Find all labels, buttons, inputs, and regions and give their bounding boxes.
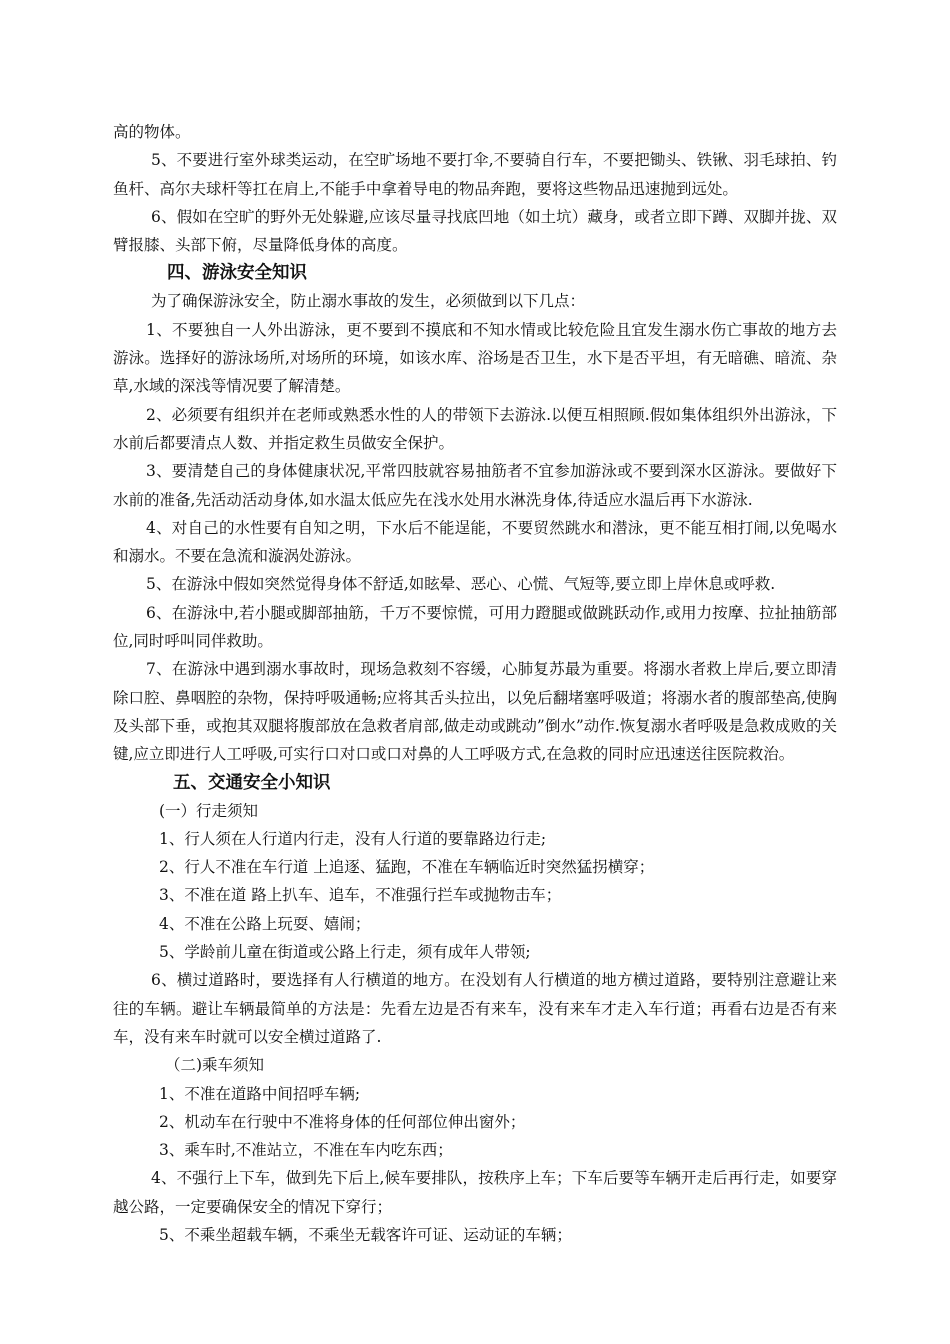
subsection-heading-riding: （二)乘车须知 [165, 1056, 265, 1075]
paragraph: 高的物体。 [113, 123, 191, 141]
paragraph: 7、在游泳中遇到溺水事故时，现场急救刻不容缓，心肺复苏最为重要。将溺水者救上岸后,要立即清除口腔、鼻咽腔的杂物，保持呼吸通畅;应将其舌头拉出，以免后翻堵塞呼吸道；将溺水者的腹部垫高,使胸及头部下垂，或抱其双腿将腹部放在急救者肩部,做走动或跳动”倒水”动作.恢复溺水者呼吸是急救成败的关键,应立即进行人工呼吸,可实行口对口或口对鼻的人工呼吸方式,在急救的同时应迅速送往医院救治。 [113, 660, 837, 764]
paragraph: 4、不强行上下车，做到先下后上,候车要排队，按秩序上车；下车后要等车辆开走后再行走，如要穿越公路，一定要确保安全的情况下穿行； [113, 1169, 837, 1216]
paragraph: 4、对自己的水性要有自知之明，下水后不能逞能，不要贸然跳水和潜泳，更不能互相打闹,以免喝水和溺水。不要在急流和漩涡处游泳。 [113, 518, 837, 566]
document-body [113, 118, 837, 1249]
list-item: 2、行人不准在车行道 上追逐、猛跑，不准在车辆临近时突然猛拐横穿； [159, 858, 655, 877]
section-heading-swimming: 四、游泳安全知识 [167, 263, 307, 284]
paragraph: 6、横过道路时，要选择有人行横道的地方。在没划有人行横道的地方横过道路，要特别注意避让来往的车辆。避让车辆最简单的方法是：先看左边是否有来车，没有来车才走入车行道；再看右边是否有来车，没有来车时就可以安全横过道路了. [113, 971, 837, 1046]
list-item: 1、行人须在人行道内行走，没有人行道的要靠路边行走; [159, 829, 547, 848]
paragraph: 5、在游泳中假如突然觉得身体不舒适,如眩晕、恶心、心慌、气短等,要立即上岸休息或呼救. [146, 575, 776, 594]
list-item: 3、乘车时,不准站立，不准在车内吃东西； [159, 1141, 453, 1160]
list-item: 5、学龄前儿童在街道或公路上行走，须有成年人带领; [159, 943, 531, 962]
list-item: 1、不准在道路中间招呼车辆; [159, 1084, 361, 1103]
list-item: 5、不乘坐超载车辆，不乘坐无载客许可证、运动证的车辆； [159, 1225, 572, 1244]
subsection-heading-walking: (一）行走须知 [159, 801, 259, 820]
list-item: 3、不准在道 路上扒车、追车，不准强行拦车或抛物击车； [159, 886, 562, 905]
paragraph: 6、在游泳中,若小腿或脚部抽筋，千万不要惊慌，可用力蹬腿或做跳跃动作,或用力按摩、拉扯抽筋部位,同时呼叫同伴救助。 [113, 603, 837, 651]
paragraph: 为了确保游泳安全，防止溺水事故的发生，必须做到以下几点： [151, 292, 586, 311]
paragraph: 2、必须要有组织并在老师或熟悉水性的人的带领下去游泳.以便互相照顾.假如集体组织外出游泳，下水前后都要清点人数、并指定救生员做安全保护。 [113, 405, 837, 452]
paragraph: 1、不要独自一人外出游泳，更不要到不摸底和不知水情或比较危险且宜发生溺水伤亡事故的地方去游泳。选择好的游泳场所,对场所的环境，如该水库、浴场是否卫生，水下是否平坦，有无暗礁、暗流、杂草,水域的深浅等情况要了解清楚。 [113, 320, 837, 396]
section-heading-traffic: 五、交通安全小知识 [173, 772, 331, 793]
list-item: 4、不准在公路上玩耍、嬉闹； [159, 914, 371, 933]
paragraph: 5、不要进行室外球类运动，在空旷场地不要打伞,不要骑自行车，不要把锄头、铁锹、羽毛球拍、钓鱼杆、高尔夫球杆等扛在肩上,不能手中拿着导电的物品奔跑，要将这些物品迅速抛到远处。 [113, 151, 837, 198]
list-item: 2、机动车在行驶中不准将身体的任何部位伸出窗外； [159, 1112, 526, 1131]
paragraph: 3、要清楚自己的身体健康状况,平常四肢就容易抽筋者不宜参加游泳或不要到深水区游泳。要做好下水前的准备,先活动活动身体,如水温太低应先在浅水处用水淋洗身体,待适应水温后再下水游泳. [113, 462, 837, 509]
paragraph: 6、假如在空旷的野外无处躲避,应该尽量寻找底凹地（如土坑）藏身，或者立即下蹲、双脚并拢、双臂报膝、头部下俯，尽量降低身体的高度。 [113, 207, 837, 255]
